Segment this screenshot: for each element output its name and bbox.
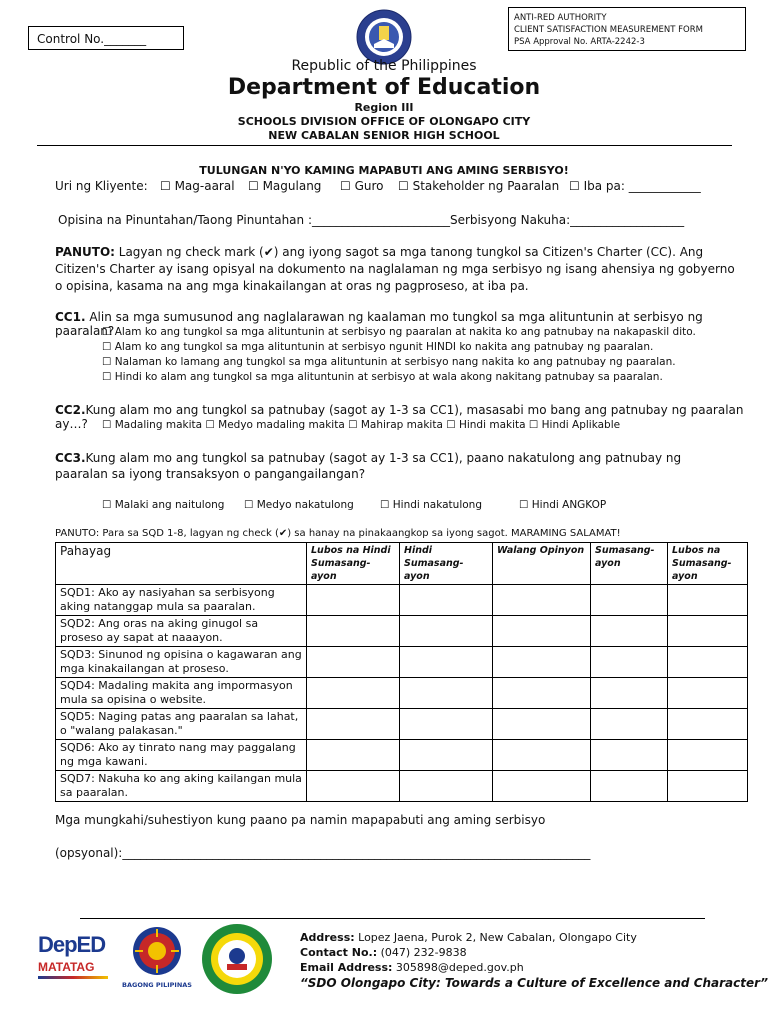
cc3-option-1[interactable]: ☐ Malaki ang naitulong (102, 499, 225, 511)
rating-cell[interactable] (307, 616, 400, 647)
matatag-logo-text: MATATAG (38, 960, 95, 974)
header-lubos-sumasang-ayon: Lubos na Sumasang-ayon (668, 543, 748, 585)
table-row (56, 740, 748, 771)
rating-cell[interactable] (400, 647, 493, 678)
rating-cell[interactable] (400, 709, 493, 740)
cc2-text: Kung alam mo ang tungkol sa patnubay (sagot ay 1-3 sa CC1), masasabi mo bang ang patnubay ng paaralan ay…? (55, 403, 744, 431)
client-type-label: Uri ng Kliyente: (55, 179, 148, 193)
cc3-option-2[interactable]: ☐ Medyo nakatulong (244, 499, 354, 511)
client-type-mag-aaral[interactable]: ☐ Mag-aaral (160, 179, 235, 193)
suggestion-input-line[interactable]: (opsyonal):______________________________________________________________________________ (55, 846, 591, 860)
cc1-option-3[interactable]: ☐ Nalaman ko lamang ang tungkol sa mga alituntunin at serbisyo nang nakita ko ang patnubay ng paaralan. (102, 356, 676, 368)
suggestion-label: Mga mungkahi/suhestiyon kung paano pa namin mapapabuti ang aming serbisyo (55, 813, 546, 827)
address-label: Address: (300, 931, 355, 944)
rating-cell[interactable] (493, 616, 591, 647)
rating-cell[interactable] (400, 616, 493, 647)
rating-cell[interactable] (493, 585, 591, 616)
region-text: Region III (354, 101, 414, 114)
table-header-row (56, 543, 748, 585)
header-pahayag: Pahayag (56, 543, 307, 585)
contact-line (300, 946, 467, 959)
sqd-statement: SQD1: Ako ay nasiyahan sa serbisyong aking natanggap mula sa paaralan. (56, 585, 307, 616)
client-type-magulang[interactable]: ☐ Magulang (248, 179, 322, 193)
rating-cell[interactable] (668, 678, 748, 709)
rating-cell[interactable] (591, 647, 668, 678)
table-row (56, 709, 748, 740)
sqd-statement: SQD3: Sinunod ng opisina o kagawaran ang mga kinakailangan at proseso. (56, 647, 307, 678)
arta-line: CLIENT SATISFACTION MEASUREMENT FORM (514, 25, 703, 35)
cc1-option-1[interactable]: ☐ Alam ko ang tungkol sa mga alituntunin at serbisyo ng paaralan at nakita ko ang patnubay na nakapaskil dito. (102, 326, 696, 338)
table-row (56, 585, 748, 616)
table-row (56, 616, 748, 647)
rating-cell[interactable] (493, 709, 591, 740)
rating-cell[interactable] (400, 585, 493, 616)
header-lubos-hindi: Lubos na Hindi Sumasang-ayon (307, 543, 400, 585)
office-service-line[interactable]: Opisina na Pinuntahan/Taong Pinuntahan :_______________________Serbisyong Nakuha:___________________ (58, 213, 685, 227)
sqd-statement: SQD2: Ang oras na aking ginugol sa proseso ay sapat at naaayon. (56, 616, 307, 647)
contact-label: Contact No.: (300, 946, 378, 959)
bagong-pilipinas-text: BAGONG PILIPINAS (122, 981, 192, 989)
matatag-stripe (38, 976, 108, 979)
school-name: NEW CABALAN SENIOR HIGH SCHOOL (268, 129, 500, 142)
arta-line: ANTI-RED AUTHORITY (514, 13, 607, 23)
email-label: Email Address: (300, 961, 393, 974)
email-line (300, 961, 524, 974)
cc1-option-2[interactable]: ☐ Alam ko ang tungkol sa mga alituntunin at serbisyo ngunit HINDI ko nakita ang patnubay ng paaralan. (102, 341, 654, 353)
rating-cell[interactable] (668, 709, 748, 740)
sqd-statement: SQD6: Ako ay tinrato nang may paggalang ng mga kawani. (56, 740, 307, 771)
table-row (56, 678, 748, 709)
contact-value: (047) 232-9838 (377, 946, 467, 959)
rating-cell[interactable] (400, 678, 493, 709)
address-line (300, 931, 637, 944)
school-seal-icon (200, 922, 274, 996)
client-type-stakeholder[interactable]: ☐ Stakeholder ng Paaralan (398, 179, 560, 193)
rating-cell[interactable] (307, 740, 400, 771)
sqd-table (55, 542, 748, 802)
rating-cell[interactable] (493, 647, 591, 678)
department-title: Department of Education (227, 75, 541, 100)
rating-cell[interactable] (307, 678, 400, 709)
rating-cell[interactable] (493, 740, 591, 771)
footer-divider (80, 918, 705, 919)
cc3-question (55, 450, 735, 482)
control-number: Control No._______ (28, 26, 184, 50)
rating-cell[interactable] (307, 771, 400, 802)
header-hindi: Hindi Sumasang-ayon (400, 543, 493, 585)
rating-cell[interactable] (668, 616, 748, 647)
arta-line: PSA Approval No. ARTA-2242-3 (514, 37, 645, 47)
rating-cell[interactable] (591, 616, 668, 647)
cc1-option-4[interactable]: ☐ Hindi ko alam ang tungkol sa mga alituntunin at serbisyo at wala akong nakitang patnubay sa paaralan. (102, 371, 663, 383)
rating-cell[interactable] (591, 678, 668, 709)
rating-cell[interactable] (668, 585, 748, 616)
republic-text: Republic of the Philippines (291, 58, 477, 74)
rating-cell[interactable] (668, 647, 748, 678)
rating-cell[interactable] (493, 678, 591, 709)
rating-cell[interactable] (668, 740, 748, 771)
email-value[interactable]: 305898@deped.gov.ph (392, 961, 524, 974)
deped-matatag-logo (38, 932, 116, 979)
header-divider (37, 145, 732, 146)
table-row (56, 647, 748, 678)
motto-text: “SDO Olongapo City: Towards a Culture of Excellence and Character” (300, 976, 768, 990)
bagong-pilipinas-logo (122, 925, 192, 989)
cc3-option-4[interactable]: ☐ Hindi ANGKOP (519, 499, 607, 511)
cc2-label: CC2. (55, 403, 86, 417)
cc3-option-3[interactable]: ☐ Hindi nakatulong (380, 499, 482, 511)
bagong-pilipinas-icon (127, 925, 187, 977)
panuto-paragraph (55, 244, 735, 295)
rating-cell[interactable] (307, 709, 400, 740)
rating-cell[interactable] (668, 771, 748, 802)
arta-box (508, 7, 746, 51)
panuto-label: PANUTO: (55, 245, 115, 259)
cc3-text: Kung alam mo ang tungkol sa patnubay (sagot ay 1-3 sa CC1), paano nakatulong ang patnubay ng paaralan sa iyong transaksyon o pangangailangan? (55, 451, 682, 481)
sqd-statement: SQD5: Naging patas ang paaralan sa lahat, o "walang palakasan." (56, 709, 307, 740)
sqd-instruction: PANUTO: Para sa SQD 1-8, lagyan ng check (✔) sa hanay na pinakaangkop sa iyong sagot. MARAMING SALAMAT! (55, 528, 621, 539)
header-sumasang-ayon: Sumasang-ayon (591, 543, 668, 585)
rating-cell[interactable] (591, 740, 668, 771)
sqd-statement: SQD4: Madaling makita ang impormasyon mula sa opisina o website. (56, 678, 307, 709)
cc1-text: Alin sa mga sumusunod ang naglalarawan ng kaalaman mo tungkol sa mga alituntunin at serbisyo ng paaralan? (55, 310, 703, 338)
form-title: TULUNGAN N'YO KAMING MAPABUTI ANG AMING SERBISYO! (199, 164, 569, 177)
rating-cell[interactable] (307, 647, 400, 678)
rating-cell[interactable] (307, 585, 400, 616)
client-type-iba-pa[interactable]: ☐ Iba pa: ____________ (569, 179, 701, 193)
division-text: SCHOOLS DIVISION OFFICE OF OLONGAPO CITY (237, 115, 531, 128)
header-walang-opinyon: Walang Opinyon (493, 543, 591, 585)
address-value: Lopez Jaena, Purok 2, New Cabalan, Olongapo City (354, 931, 637, 944)
sqd-statement: SQD7: Nakuha ko ang aking kailangan mula sa paaralan. (56, 771, 307, 802)
rating-cell[interactable] (591, 709, 668, 740)
client-type-guro[interactable]: ☐ Guro (340, 179, 384, 193)
rating-cell[interactable] (493, 771, 591, 802)
rating-cell[interactable] (400, 740, 493, 771)
rating-cell[interactable] (400, 771, 493, 802)
cc1-label: CC1. (55, 310, 86, 324)
cc2-options[interactable]: ☐ Madaling makita ☐ Medyo madaling makita ☐ Mahirap makita ☐ Hindi makita ☐ Hindi Aplikable (102, 419, 621, 431)
rating-cell[interactable] (591, 585, 668, 616)
table-row (56, 771, 748, 802)
panuto-text: Lagyan ng check mark (✔) ang iyong sagot sa mga tanong tungkol sa Citizen's Charter (CC). Ang Citizen's Charter ay isang opisyal na dokumento na naglalaman ng mga serbisyo ng isang ahensiya ng gobyerno o opisina, kasama na ang mga kinakailangan at oras ng pagproseso, at iba pa. (55, 245, 735, 293)
cc3-label: CC3. (55, 451, 86, 465)
rating-cell[interactable] (591, 771, 668, 802)
deped-logo-text: DepED (38, 932, 106, 957)
